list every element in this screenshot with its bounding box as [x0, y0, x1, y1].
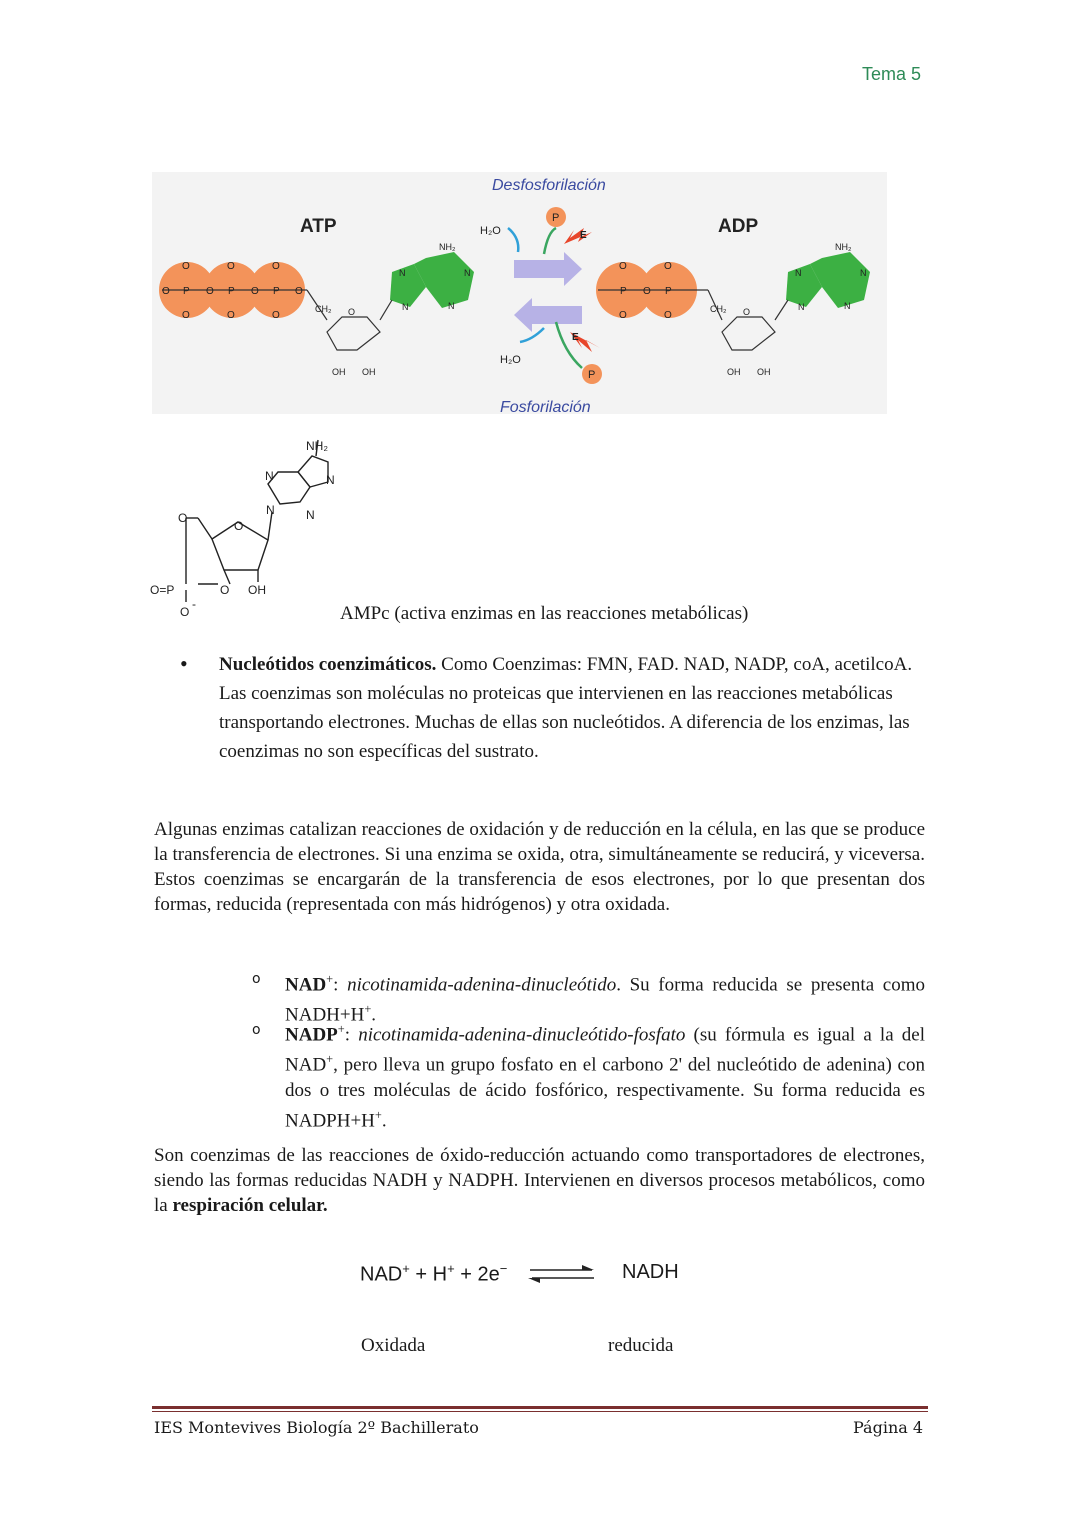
adp-n-3: N — [798, 302, 805, 312]
atp-n-1: N — [399, 268, 406, 278]
nad-sup: + — [326, 972, 334, 986]
nadp-term: NADP — [285, 1024, 338, 1046]
atp-o-low-3: O — [272, 310, 280, 321]
camp-o-bridge: O — [220, 583, 230, 597]
adp-label: ADP — [718, 216, 759, 237]
atp-p-1: P — [183, 286, 190, 297]
footer-divider — [152, 1406, 928, 1409]
energy-top: E — [580, 230, 587, 241]
adp-o-low-1: O — [619, 310, 627, 321]
atp-o-bridge-1: O — [206, 286, 214, 297]
camp-minus: - — [192, 597, 196, 611]
adp-o-2: O — [664, 261, 672, 272]
atp-o-low-2: O — [227, 310, 235, 321]
camp-o-minus: O — [180, 605, 190, 619]
eq-plus-e: + 2e — [454, 1263, 500, 1286]
atp-n-4: N — [448, 301, 455, 311]
adp-o-1: O — [619, 261, 627, 272]
footer-divider-thin — [152, 1411, 928, 1412]
camp-op: O=P — [150, 583, 175, 597]
energy-bottom: E — [572, 332, 579, 343]
adp-p-2: P — [665, 286, 672, 297]
water-bottom: H₂O — [500, 354, 521, 366]
camp-caption: AMPc (activa enzimas en las reacciones metabólicas) — [340, 603, 749, 624]
atp-ribose-o: O — [348, 307, 356, 317]
camp-n-2: N — [326, 473, 335, 487]
footer-school: IES Montevives Biología 2º Bachillerato — [154, 1418, 479, 1437]
atp-n-3: N — [402, 302, 409, 312]
nad-after-sup: + — [364, 1002, 372, 1017]
fosforilacion-label: Fosforilación — [500, 399, 591, 414]
atp-n-2: N — [464, 268, 471, 278]
adp-oh-2: OH — [757, 367, 771, 377]
atp-oh-2: OH — [362, 367, 376, 377]
atp-nh2: NH₂ — [439, 242, 456, 252]
paragraph2-bold: respiración celular. — [172, 1195, 328, 1216]
atp-o-bridge-2: O — [251, 286, 259, 297]
adp-p-1: P — [620, 286, 627, 297]
label-oxidada: Oxidada — [361, 1335, 426, 1356]
equation-left — [360, 1261, 507, 1287]
atp-o-1: O — [182, 261, 190, 272]
atp-label: ATP — [300, 216, 337, 237]
adp-ch2: CH₂ — [710, 304, 727, 314]
nadp-after2: , pero lleva un grupo fosfato en el carbono 2' del nucleótido de adenina) con dos o tres moléculas de ácido fosfórico, respectivamente. Su forma reducida es NADPH+H — [285, 1054, 925, 1131]
label-reducida: reducida — [608, 1335, 674, 1356]
camp-n-3: N — [266, 503, 275, 517]
nad-equation — [360, 1258, 700, 1290]
atp-oh-1: OH — [332, 367, 346, 377]
water-top: H₂O — [480, 225, 501, 237]
eq-plus-h: + H — [409, 1263, 448, 1286]
eq-nad: NAD — [360, 1263, 403, 1286]
atp-o-3: O — [272, 261, 280, 272]
atp-o-2: O — [227, 261, 235, 272]
nadp-sup: + — [337, 1022, 345, 1036]
nad-sep: : — [333, 974, 348, 996]
eq-nad-sup: + — [402, 1261, 410, 1276]
atp-p-2: P — [228, 286, 235, 297]
nad-after1: . Su forma reducida se presenta como NADH+H — [285, 974, 926, 1026]
camp-structure — [150, 432, 350, 622]
camp-o-top: O — [178, 511, 188, 525]
atp-ch2: CH₂ — [315, 304, 332, 314]
phosphate-bottom-label: P — [588, 369, 596, 381]
eq-e-sup: − — [499, 1261, 508, 1276]
atp-o-bridge-3: O — [295, 286, 303, 297]
bullet-title: Nucleótidos coenzimáticos. — [219, 654, 437, 675]
adp-n-4: N — [844, 301, 851, 311]
adp-n-1: N — [795, 268, 802, 278]
equation-right: NADH — [622, 1261, 679, 1283]
nadp-after1: (su fórmula es igual a la del NAD — [285, 1024, 925, 1076]
camp-n-1: N — [265, 469, 274, 483]
nadp-mid-sup: + — [326, 1052, 334, 1067]
camp-n-4: N — [306, 508, 315, 522]
nad-after2: . — [371, 1004, 377, 1026]
bullet-nucleotidos-coenzimaticos — [219, 650, 924, 766]
adp-nh2: NH₂ — [835, 242, 852, 252]
adp-o-low-2: O — [664, 310, 672, 321]
sub-marker-1: o — [252, 971, 261, 987]
nadp-after3: . — [381, 1109, 387, 1131]
nadp-after-sup: + — [374, 1107, 382, 1122]
nad-term: NAD — [285, 974, 327, 996]
paragraph-redox: Algunas enzimas catalizan reacciones de oxidación y de reducción en la célula, en las que se produce la transferencia de electrones. Si una enzima se oxida, otra, simultáneamente se reducirá, y viceversa. Estos coenzimas se encargarán de la transferencia de esos electrones, por lo que presentan dos formas, reducida (representada con más hidrógenos) y otra oxidada. — [154, 819, 925, 915]
sub-marker-2: o — [252, 1022, 261, 1038]
sub-item-nadp — [285, 1017, 925, 1133]
atp-adp-diagram — [152, 172, 887, 414]
chapter-label: Tema 5 — [862, 64, 922, 84]
paragraph2-text: Son coenzimas de las reacciones de óxido-reducción actuando como transportadores de electrones, siendo las formas reducidas NADH y NADPH. Intervienen en diversos procesos metabólicos, como la — [154, 1145, 925, 1216]
desfosforilacion-label: Desfosforilación — [492, 177, 606, 194]
nad-name: nicotinamida-adenina-dinucleótido — [347, 974, 617, 996]
bullet-body: Como Coenzimas: FMN, FAD. NAD, NADP, coA, acetilcoA. Las coenzimas son moléculas no proteicas que intervienen en las reacciones metabólicas transportando electrones. Muchas de ellas son nucleótidos. A diferencia de los enzimas, las coenzimas no son específicas del sustrato. — [219, 654, 913, 762]
atp-o-end: O — [162, 286, 170, 297]
paragraph-coenzimas — [154, 1143, 925, 1218]
atp-p-3: P — [273, 286, 280, 297]
camp-oh: OH — [248, 583, 266, 597]
adp-n-2: N — [860, 268, 867, 278]
camp-ring-o: O — [234, 519, 244, 533]
nadp-name: nicotinamida-adenina-dinucleótido-fosfato — [358, 1024, 686, 1046]
atp-o-low-1: O — [182, 310, 190, 321]
camp-nh2: NH₂ — [306, 439, 328, 453]
adp-ribose-o: O — [743, 307, 751, 317]
nadp-sep: : — [344, 1024, 359, 1046]
eq-h-sup: + — [447, 1261, 455, 1276]
phosphate-top-label: P — [552, 212, 560, 224]
adp-o-bridge: O — [643, 286, 651, 297]
equilibrium-arrows-icon — [526, 1262, 598, 1286]
bullet-marker: • — [180, 651, 188, 676]
adp-oh-1: OH — [727, 367, 741, 377]
footer-page-number: Página 4 — [853, 1418, 924, 1437]
